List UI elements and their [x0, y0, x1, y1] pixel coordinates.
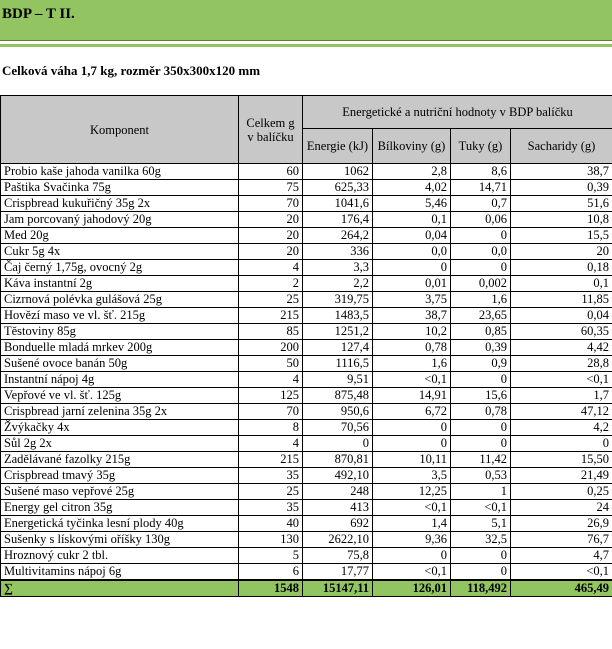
carbs-value: 4,42 — [511, 340, 612, 356]
energy-value: 1251,2 — [303, 324, 373, 340]
carbs-value: 0,04 — [511, 308, 612, 324]
protein-value: 0 — [373, 436, 451, 452]
fat-value: 5,1 — [451, 516, 511, 532]
table-row — [1, 180, 612, 196]
total-grams: 25 — [239, 292, 303, 308]
fat-value: 14,71 — [451, 180, 511, 196]
energy-value: 319,75 — [303, 292, 373, 308]
component-name: Zadělávané fazolky 215g — [1, 452, 239, 468]
energy-value: 950,6 — [303, 404, 373, 420]
protein-value: 10,11 — [373, 452, 451, 468]
sum-total-grams: 1548 — [239, 580, 303, 597]
carbs-value: <0,1 — [511, 372, 612, 388]
energy-value: 2,2 — [303, 276, 373, 292]
energy-value: 692 — [303, 516, 373, 532]
component-name: Paštika Svačinka 75g — [1, 180, 239, 196]
protein-value: 1,4 — [373, 516, 451, 532]
carbs-value: 0,18 — [511, 260, 612, 276]
protein-value: 5,46 — [373, 196, 451, 212]
carbs-value: 24 — [511, 500, 612, 516]
protein-value: 0,01 — [373, 276, 451, 292]
fat-value: 0,53 — [451, 468, 511, 484]
fat-value: 0,85 — [451, 324, 511, 340]
fat-value: 23,65 — [451, 308, 511, 324]
table-row — [1, 548, 612, 564]
table-row — [1, 516, 612, 532]
carbs-value: 20 — [511, 244, 612, 260]
energy-value: 336 — [303, 244, 373, 260]
total-grams: 40 — [239, 516, 303, 532]
component-name: Instantní nápoj 4g — [1, 372, 239, 388]
fat-value: 0,002 — [451, 276, 511, 292]
table-row — [1, 228, 612, 244]
fat-value: 0,7 — [451, 196, 511, 212]
energy-value: 875,48 — [303, 388, 373, 404]
header-component: Komponent — [1, 96, 239, 164]
table-row — [1, 260, 612, 276]
component-name: Jam porcovaný jahodový 20g — [1, 212, 239, 228]
table-row — [1, 308, 612, 324]
header-carbs: Sacharidy (g) — [511, 129, 612, 164]
protein-value: <0,1 — [373, 372, 451, 388]
document-title: BDP – T II. — [2, 6, 75, 22]
component-name: Probio kaše jahoda vanilka 60g — [1, 164, 239, 180]
table-row — [1, 372, 612, 388]
sum-carbs-value: 465,49 — [511, 580, 612, 597]
fat-value: 1 — [451, 484, 511, 500]
energy-value: 1041,6 — [303, 196, 373, 212]
fat-value: 0 — [451, 436, 511, 452]
total-grams: 4 — [239, 260, 303, 276]
carbs-value: 0,25 — [511, 484, 612, 500]
fat-value: 0 — [451, 564, 511, 581]
carbs-value: 60,35 — [511, 324, 612, 340]
energy-value: 264,2 — [303, 228, 373, 244]
table-row — [1, 212, 612, 228]
component-name: Hroznový cukr 2 tbl. — [1, 548, 239, 564]
table-row — [1, 276, 612, 292]
energy-value: 625,33 — [303, 180, 373, 196]
protein-value: 0,0 — [373, 244, 451, 260]
header-total-grams: Celkem g v balíčku — [239, 96, 303, 164]
protein-value: 3,75 — [373, 292, 451, 308]
table-row — [1, 436, 612, 452]
energy-value: 1116,5 — [303, 356, 373, 372]
fat-value: 0,0 — [451, 244, 511, 260]
protein-value: 14,91 — [373, 388, 451, 404]
sum-symbol: ∑ — [1, 580, 239, 597]
table-row — [1, 244, 612, 260]
energy-value: 70,56 — [303, 420, 373, 436]
energy-value: 3,3 — [303, 260, 373, 276]
component-name: Sůl 2g 2x — [1, 436, 239, 452]
protein-value: 9,36 — [373, 532, 451, 548]
energy-value: 0 — [303, 436, 373, 452]
fat-value: 0,06 — [451, 212, 511, 228]
component-name: Sušené ovoce banán 50g — [1, 356, 239, 372]
carbs-value: 0,39 — [511, 180, 612, 196]
component-name: Cizrnová polévka gulášová 25g — [1, 292, 239, 308]
fat-value: 0,39 — [451, 340, 511, 356]
energy-value: 9,51 — [303, 372, 373, 388]
package-subtitle: Celková váha 1,7 kg, rozměr 350x300x120 mm — [2, 63, 261, 78]
total-grams: 215 — [239, 452, 303, 468]
energy-value: 75,8 — [303, 548, 373, 564]
header-fat: Tuky (g) — [451, 129, 511, 164]
total-grams: 8 — [239, 420, 303, 436]
protein-value: 12,25 — [373, 484, 451, 500]
carbs-value: 0,1 — [511, 276, 612, 292]
component-name: Čaj černý 1,75g, ovocný 2g — [1, 260, 239, 276]
component-name: Crispbread kukuřičný 35g 2x — [1, 196, 239, 212]
table-row — [1, 388, 612, 404]
carbs-value: 51,6 — [511, 196, 612, 212]
carbs-value: 76,7 — [511, 532, 612, 548]
energy-value: 492,10 — [303, 468, 373, 484]
component-name: Med 20g — [1, 228, 239, 244]
table-row — [1, 532, 612, 548]
carbs-value: <0,1 — [511, 564, 612, 581]
carbs-value: 26,9 — [511, 516, 612, 532]
carbs-value: 1,7 — [511, 388, 612, 404]
carbs-value: 47,12 — [511, 404, 612, 420]
component-name: Cukr 5g 4x — [1, 244, 239, 260]
protein-value: 3,5 — [373, 468, 451, 484]
component-name: Energy gel citron 35g — [1, 500, 239, 516]
total-grams: 20 — [239, 244, 303, 260]
carbs-value: 15,5 — [511, 228, 612, 244]
table-row — [1, 356, 612, 372]
protein-value: 4,02 — [373, 180, 451, 196]
sum-row — [1, 580, 612, 597]
header-nutrition-group: Energetické a nutriční hodnoty v BDP balíčku — [303, 96, 612, 129]
total-grams: 200 — [239, 340, 303, 356]
carbs-value: 28,8 — [511, 356, 612, 372]
total-grams: 6 — [239, 564, 303, 581]
energy-value: 17,77 — [303, 564, 373, 581]
table-row — [1, 468, 612, 484]
component-name: Bonduelle mladá mrkev 200g — [1, 340, 239, 356]
table-row — [1, 420, 612, 436]
carbs-value: 10,8 — [511, 212, 612, 228]
component-name: Sušené maso vepřové 25g — [1, 484, 239, 500]
protein-value: 0 — [373, 260, 451, 276]
fat-value: 0 — [451, 228, 511, 244]
header-energy: Energie (kJ) — [303, 129, 373, 164]
protein-value: 0 — [373, 420, 451, 436]
total-grams: 4 — [239, 436, 303, 452]
nutrition-table — [0, 95, 612, 597]
fat-value: 0,78 — [451, 404, 511, 420]
sum-protein-value: 126,01 — [373, 580, 451, 597]
protein-value: 0,78 — [373, 340, 451, 356]
total-grams: 85 — [239, 324, 303, 340]
table-row — [1, 484, 612, 500]
protein-value: 0,1 — [373, 212, 451, 228]
sum-fat-value: 118,492 — [451, 580, 511, 597]
protein-value: 10,2 — [373, 324, 451, 340]
total-grams: 20 — [239, 228, 303, 244]
divider-line — [0, 44, 612, 47]
total-grams: 215 — [239, 308, 303, 324]
table-row — [1, 164, 612, 180]
total-grams: 125 — [239, 388, 303, 404]
sum-energy-value: 15147,11 — [303, 580, 373, 597]
protein-value: <0,1 — [373, 500, 451, 516]
total-grams: 20 — [239, 212, 303, 228]
total-grams: 25 — [239, 484, 303, 500]
carbs-value: 15,50 — [511, 452, 612, 468]
energy-value: 176,4 — [303, 212, 373, 228]
component-name: Multivitamins nápoj 6g — [1, 564, 239, 581]
component-name: Žvýkačky 4x — [1, 420, 239, 436]
table-row — [1, 196, 612, 212]
protein-value: 0,04 — [373, 228, 451, 244]
total-grams: 50 — [239, 356, 303, 372]
protein-value: <0,1 — [373, 564, 451, 581]
fat-value: 1,6 — [451, 292, 511, 308]
total-grams: 75 — [239, 180, 303, 196]
energy-value: 1483,5 — [303, 308, 373, 324]
fat-value: 0 — [451, 260, 511, 276]
energy-value: 1062 — [303, 164, 373, 180]
fat-value: 15,6 — [451, 388, 511, 404]
fat-value: 11,42 — [451, 452, 511, 468]
fat-value: 0 — [451, 420, 511, 436]
total-grams: 70 — [239, 196, 303, 212]
total-grams: 4 — [239, 372, 303, 388]
energy-value: 413 — [303, 500, 373, 516]
fat-value: <0,1 — [451, 500, 511, 516]
table-row — [1, 452, 612, 468]
carbs-value: 21,49 — [511, 468, 612, 484]
header-protein: Bílkoviny (g) — [373, 129, 451, 164]
component-name: Káva instantní 2g — [1, 276, 239, 292]
fat-value: 0 — [451, 548, 511, 564]
energy-value: 870,81 — [303, 452, 373, 468]
carbs-value: 4,7 — [511, 548, 612, 564]
table-row — [1, 500, 612, 516]
fat-value: 32,5 — [451, 532, 511, 548]
fat-value: 0 — [451, 372, 511, 388]
total-grams: 35 — [239, 468, 303, 484]
component-name: Sušenky s lískovými oříšky 130g — [1, 532, 239, 548]
table-row — [1, 292, 612, 308]
fat-value: 8,6 — [451, 164, 511, 180]
total-grams: 5 — [239, 548, 303, 564]
component-name: Crispbread jarní zelenina 35g 2x — [1, 404, 239, 420]
title-band — [0, 0, 612, 41]
component-name: Crispbread tmavý 35g — [1, 468, 239, 484]
protein-value: 2,8 — [373, 164, 451, 180]
protein-value: 1,6 — [373, 356, 451, 372]
carbs-value: 11,85 — [511, 292, 612, 308]
protein-value: 6,72 — [373, 404, 451, 420]
component-name: Vepřové ve vl. šť. 125g — [1, 388, 239, 404]
protein-value: 38,7 — [373, 308, 451, 324]
total-grams: 60 — [239, 164, 303, 180]
total-grams: 70 — [239, 404, 303, 420]
total-grams: 35 — [239, 500, 303, 516]
total-grams: 2 — [239, 276, 303, 292]
table-row — [1, 564, 612, 581]
component-name: Energetická tyčinka lesní plody 40g — [1, 516, 239, 532]
table-row — [1, 340, 612, 356]
energy-value: 2622,10 — [303, 532, 373, 548]
carbs-value: 0 — [511, 436, 612, 452]
component-name: Hovězí maso ve vl. šť. 215g — [1, 308, 239, 324]
protein-value: 0 — [373, 548, 451, 564]
component-name: Těstoviny 85g — [1, 324, 239, 340]
total-grams: 130 — [239, 532, 303, 548]
table-row — [1, 324, 612, 340]
carbs-value: 4,2 — [511, 420, 612, 436]
energy-value: 127,4 — [303, 340, 373, 356]
table-row — [1, 404, 612, 420]
fat-value: 0,9 — [451, 356, 511, 372]
energy-value: 248 — [303, 484, 373, 500]
carbs-value: 38,7 — [511, 164, 612, 180]
